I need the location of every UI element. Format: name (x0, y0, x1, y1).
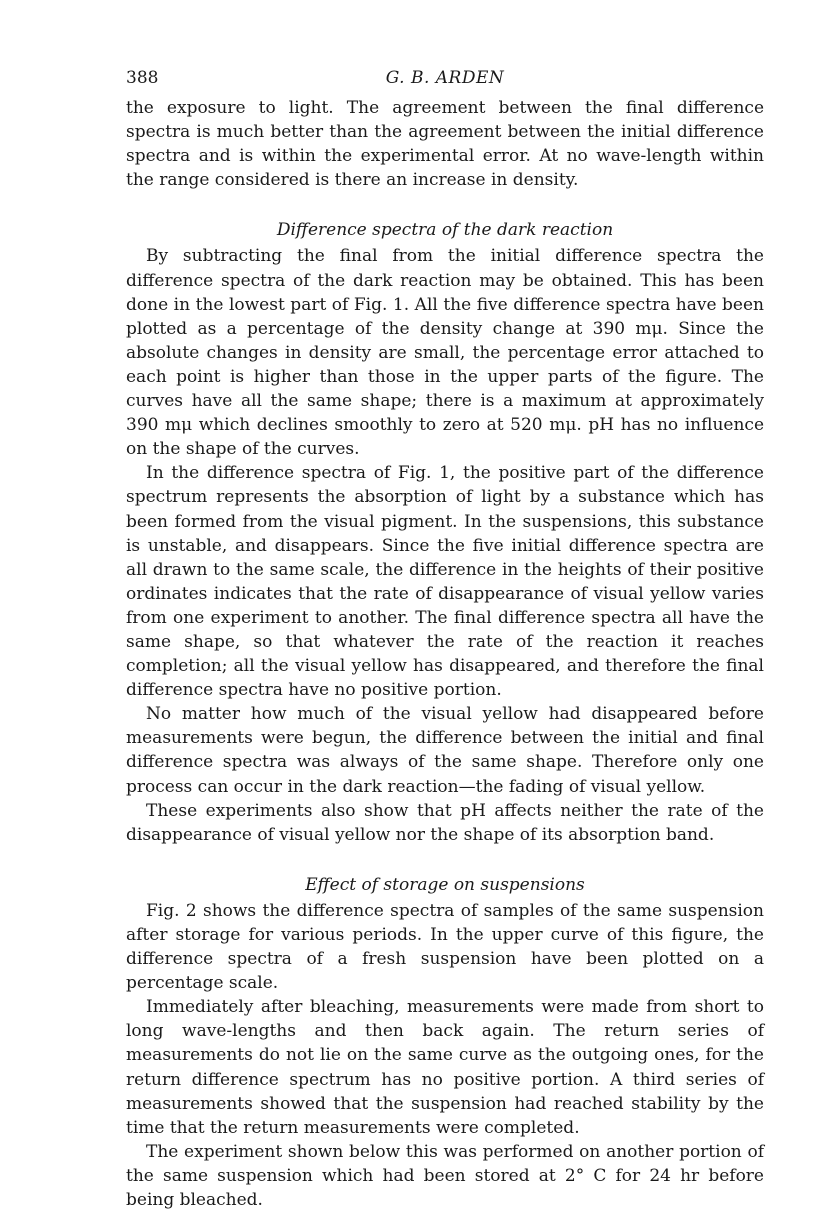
paragraph-subtracting-spectra: By subtracting the final from the initial difference spectra the difference spectra of the dark reaction may be obtained. This has been done in the lowest part of Fig. 1. All the five difference spectra have been plotted as a percentage of the density change at 390 mμ. Since the absolute changes in density are small, the percentage error attached to each point is higher than those in the upper parts of the figure. The curves have all the same shape; there is a maximum at approximately 390 mμ which declines smoothly to zero at 520 mμ. pH has no influence on the shape of the curves. (126, 246, 764, 460)
paragraph-ph-effect: These experiments also show that pH affects neither the rate of the disappearance of visual yellow nor the shape of its absorption band. (126, 800, 764, 845)
paragraph-stored-portion: The experiment shown below this was performed on another portion of the same suspension which had been stored at 2° C for 24 hr before being bleached. (126, 1141, 764, 1211)
paragraph-positive-part: In the difference spectra of Fig. 1, the positive part of the difference spectrum represents the absorption of light by a substance which has been formed from the visual pigment. In the suspensions, this substance is unstable, and disappears. Since the five initial difference spectra are all drawn to the same scale, the difference in the heights of their positive ordinates indicates that the rate of disappearance of visual yellow varies from one experiment to another. The final difference spectra all have the same shape, so that whatever the rate of the reaction it reaches completion; all the visual yellow has disappeared, and therefore the final difference spectra have no positive portion. (126, 463, 764, 701)
paragraph-no-matter: No matter how much of the visual yellow had disappeared before measurements were begun, the difference between the initial and final difference spectra was always of the same shape. Therefore only one process can occur in the dark reaction—the fading of visual yellow. (126, 704, 764, 797)
paragraph-bleaching: Immediately after bleaching, measurements were made from short to long wave-lengths and then back again. The return series of measurements do not lie on the same curve as the outgoing ones, for the return difference spectrum has no positive portion. A third series of measurements showed that the suspension had reached stability by the time that the return measurements were completed. (126, 997, 764, 1138)
section-heading-storage: Effect of storage on suspensions (305, 874, 585, 895)
paragraph-fig2: Fig. 2 shows the difference spectra of samples of the same suspension after storage for various periods. In the upper curve of this figure, the difference spectra of a fresh suspension have been plotted on a percentage scale. (126, 900, 764, 994)
paragraph-continuation: the exposure to light. The agreement between the final difference spectra is much better than the agreement between the initial difference spectra and is within the experimental error. At no wave-length within the range considered is there an increase in density. (126, 98, 764, 191)
page-number: 388 (126, 68, 159, 88)
running-head: G. B. ARDEN (385, 68, 505, 88)
section-heading-dark-reaction: Difference spectra of the dark reaction (276, 220, 614, 241)
page-header (126, 66, 764, 90)
